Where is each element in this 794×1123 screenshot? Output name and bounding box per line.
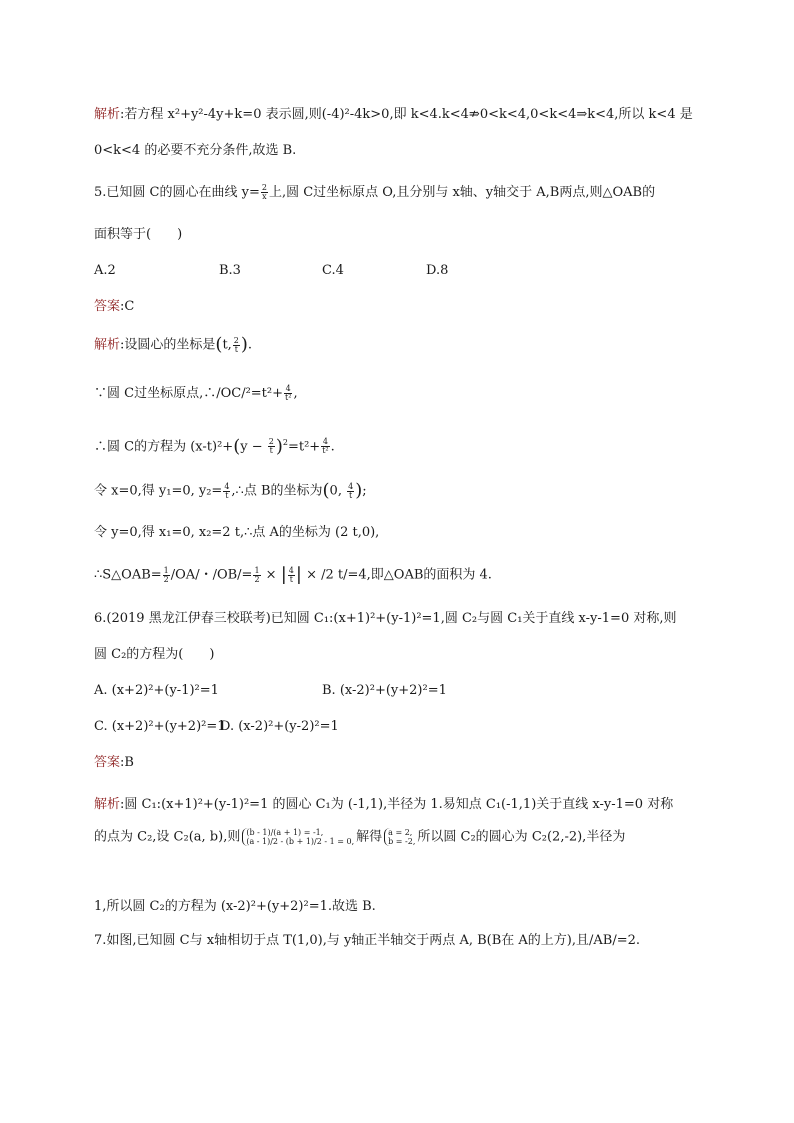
fraction-4-over-t2: $\frac{4}{\text{t²}}$ (322, 437, 329, 456)
analysis-text: , (293, 386, 298, 401)
analysis-6-line-1 (94, 796, 673, 814)
analysis-5-line-4: 令 x=0,得 y₁=0, y₂= $\frac{4}{t}$ ,∴点 B的坐标为(0, $\frac{4}{t}$ ); (94, 480, 367, 501)
fraction-1-over-2: $\frac{1}{2}$ (163, 565, 169, 584)
answer-label: 答案 (94, 299, 121, 314)
analysis-text: 令 x=0,得 y₁=0, y₂= (94, 483, 223, 499)
solution-2: b = -2, (388, 837, 416, 846)
frac-den: x (262, 192, 267, 201)
analysis-5-line-5 (94, 524, 379, 542)
question-5-line-1 (94, 184, 655, 202)
analysis-text: :若方程 x²+y²-4y+k=0 表示圆,则(-4)²-4k>0,即 k<4.k<4⇏0<k<4,0<k<4⇒k<4,所以 k<4 是 (120, 107, 693, 122)
question-7-line-1 (94, 932, 640, 950)
equation-2: (a - 1)/2 - (b + 1)/2 - 1 = 0, (246, 837, 355, 846)
analysis-text: ∴S△OAB= (94, 567, 162, 583)
answer-value: :C (120, 299, 135, 314)
analysis-5-line-6: ∴S△OAB= $\frac{1}{2}$ /OA/・/OB/= $\frac{1}{2}$ × | $\frac{4}{t}$ | × /2 t/=4,即△OAB的面积为 4. (94, 564, 492, 585)
analysis-5-line-2 (94, 385, 298, 403)
analysis-text: . (330, 439, 335, 455)
analysis-text: ∵圆 C过坐标原点,∴/OC/²=t²+ (94, 386, 284, 401)
question-5-text-c: 面积等于( ) (94, 227, 183, 242)
analysis-text: 解得 (356, 829, 383, 845)
analysis-text: 所以圆 C₂的圆心为 C₂(2,-2),半径为 (417, 829, 626, 845)
analysis-label: 解析 (94, 337, 121, 353)
question-5-text-b: 上,圆 C过坐标原点 O,且分别与 x轴、y轴交于 A,B两点,则△OAB的 (268, 185, 656, 200)
frac-num: 2 (261, 183, 267, 192)
question-5-text-a: 5.已知圆 C的圆心在曲线 y= (94, 185, 260, 200)
fraction-2-over-x (261, 184, 268, 201)
fraction-4-over-t: $\frac{4}{t}$ (224, 481, 230, 500)
analysis-text: =t²+ (287, 439, 321, 455)
analysis-label: 解析 (94, 797, 121, 812)
option-a: A. (x+2)²+(y-1)²=1 (94, 683, 219, 698)
analysis-5-line-3: ∴圆 C的方程为 (x-t)²+(y − $\frac{2}{t}$ )$^2$=t²+ $\frac{4}{\text{t²}}$ . (94, 435, 335, 457)
option-d: D.8 (426, 263, 449, 278)
analysis-text: /OA/・/OB/= (170, 567, 253, 583)
analysis-text: 令 y=0,得 x₁=0, x₂=2 t,∴点 A的坐标为 (2 t,0), (94, 525, 380, 540)
option-b: B. (x-2)²+(y+2)²=1 (322, 683, 447, 698)
fraction-4-over-t: $\frac{4}{t}$ (348, 481, 354, 500)
analysis-text: × (261, 567, 281, 583)
analysis-text: ∴圆 C的方程为 (x-t)²+ (94, 439, 234, 455)
answer-label: 答案 (94, 755, 121, 770)
analysis-text-2: 0<k<4 的必要不充分条件,故选 B. (94, 143, 297, 158)
analysis-text: ; (362, 483, 367, 499)
analysis-line-2 (94, 142, 296, 160)
equation-1: (b - 1)/(a + 1) = -1, (246, 828, 324, 837)
analysis-text: :设圆心的坐标是 (120, 337, 216, 353)
question-6-text: 6.(2019 黑龙江伊春三校联考)已知圆 C₁:(x+1)²+(y-1)²=1,圆 C₂与圆 C₁关于直线 x-y-1=0 对称,则 (94, 611, 677, 626)
analysis-text: :圆 C₁:(x+1)²+(y-1)²=1 的圆心 C₁为 (-1,1),半径为 1.易知点 C₁(-1,1)关于直线 x-y-1=0 对称 (120, 797, 674, 812)
option-c: C.4 (322, 263, 344, 278)
analysis-text: ,∴点 B的坐标为 (231, 483, 323, 499)
fraction-1-over-2: $\frac{1}{2}$ (254, 565, 260, 584)
question-6-text-2: 圆 C₂的方程为( ) (94, 647, 215, 662)
analysis-5-line-1: 解析:设圆心的坐标是(t, $\frac{2}{t}$ ). (94, 334, 253, 355)
option-a: A.2 (94, 263, 116, 278)
analysis-line-1 (94, 106, 693, 124)
question-5-line-2 (94, 226, 182, 244)
option-c: C. (x+2)²+(y+2)²=1 (94, 719, 226, 734)
fraction-4-over-t: $\frac{4}{t}$ (288, 565, 294, 584)
question-6-line-2 (94, 646, 214, 664)
analysis-6-line-3 (94, 898, 376, 916)
analysis-text: × /2 t/=4,即△OAB的面积为 4. (301, 567, 492, 583)
analysis-text: 1,所以圆 C₂的方程为 (x-2)²+(y+2)²=1.故选 B. (94, 899, 376, 914)
answer-value: :B (120, 755, 134, 770)
fraction-2-over-t: $\frac{2}{t}$ (233, 335, 239, 354)
option-b: B.3 (219, 263, 241, 278)
option-d: D. (x-2)²+(y-2)²=1 (220, 719, 339, 734)
question-6-line-1 (94, 610, 676, 628)
answer-6 (94, 754, 134, 772)
analysis-6-line-2 (94, 828, 625, 847)
solution-system (384, 828, 415, 846)
equation-system (242, 828, 354, 846)
fraction-2-over-t: $\frac{2}{t}$ (268, 437, 274, 456)
analysis-label: 解析 (94, 107, 121, 122)
analysis-text: 的点为 C₂,设 C₂(a, b),则 (94, 829, 241, 845)
fraction-4-over-t2: $\frac{4}{\text{t²}}$ (285, 384, 292, 402)
solution-1: a = 2, (388, 828, 413, 837)
question-7-text: 7.如图,已知圆 C与 x轴相切于点 T(1,0),与 y轴正半轴交于两点 A, B(B在 A的上方),且/AB/=2. (94, 933, 640, 948)
answer-5 (94, 298, 134, 316)
